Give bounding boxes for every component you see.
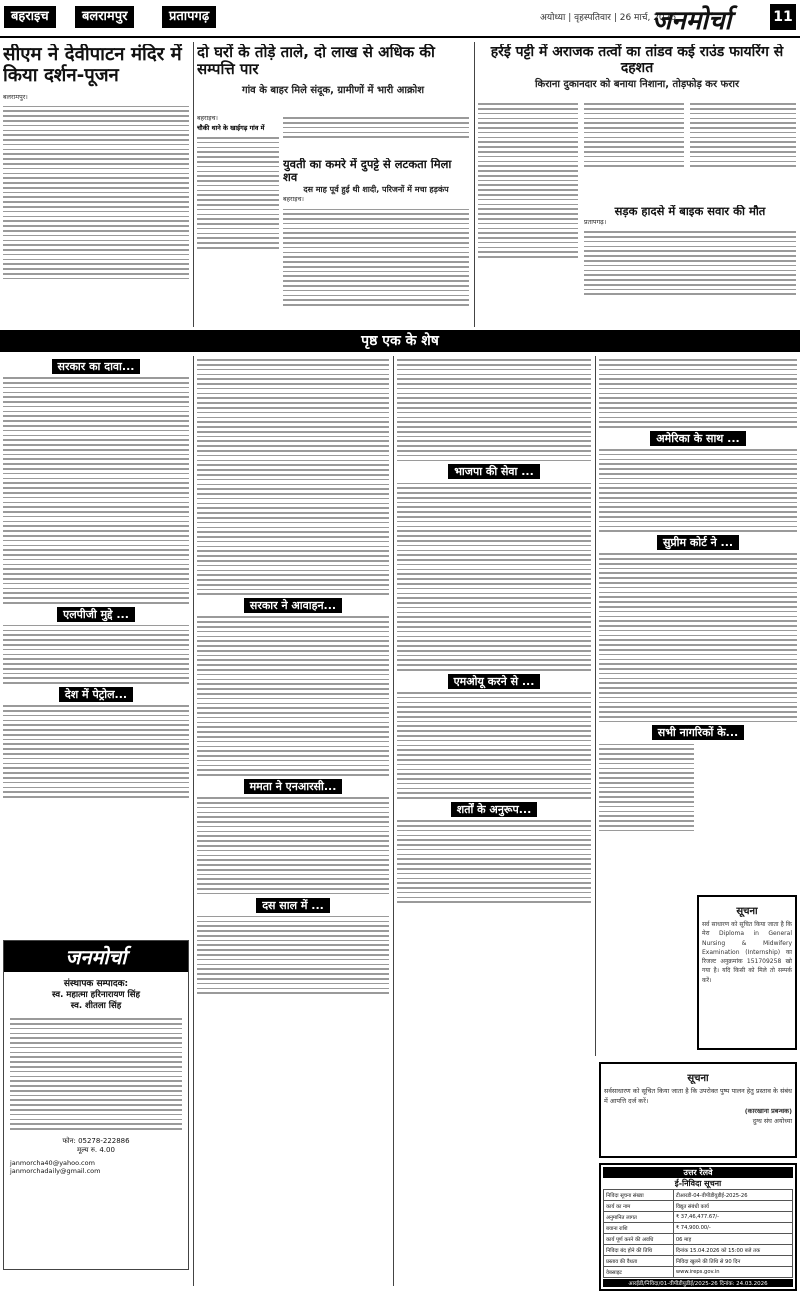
- notice-sign: (कारखाना प्रबन्धक): [744, 1106, 792, 1115]
- masthead-editor: स्व. शीतला सिंह: [70, 1001, 122, 1011]
- story-suicide: [283, 158, 469, 323]
- masthead-email1[interactable]: janmorcha40@yahoo.com: [10, 1158, 95, 1167]
- body-text: [3, 106, 189, 280]
- notice-body: सर्वसाधारण को सूचित किया जाता है कि उपरोक्त पुष्प पालन हेतु प्रस्ताव के संबंध में आपत्ति दर्ज करें।: [604, 1087, 792, 1105]
- section-head-mou: एमओयू करने से ...: [397, 674, 591, 689]
- story-dateline: बहराइच।: [283, 195, 304, 204]
- section-head-america: अमेरिका के साथ ...: [599, 431, 797, 446]
- notice-org: उत्तर रेलवे: [603, 1167, 793, 1178]
- table-row: निविदा बंद होने की तिथि दिनांक 15.04.2026 को 15:00 बजे तक: [604, 1245, 793, 1256]
- masthead-role: संस्थापक सम्पादक:: [63, 979, 129, 989]
- headline: सीएम ने देवीपाटन मंदिर में किया दर्शन-पूजन: [3, 44, 182, 87]
- notice-diploma: [697, 895, 797, 1050]
- section-head-das-saal: दस साल में ...: [197, 898, 389, 913]
- body-text: [283, 209, 469, 306]
- column-2: [197, 356, 389, 1286]
- headline: युवती का कमरे में दुपट्टे से लटकता मिला शव: [283, 158, 452, 185]
- masthead-email2[interactable]: janmorchadaily@gmail.com: [10, 1166, 101, 1175]
- notice-title: सूचना: [687, 1073, 709, 1084]
- section-head-shartein: शर्तों के अनुरूप...: [397, 802, 591, 817]
- story-firing-col3: [690, 100, 796, 200]
- story-firing-col2: [584, 100, 684, 200]
- page-number: 11: [770, 4, 796, 30]
- section-head-lpg: एलपीजी मुद्दे ...: [3, 607, 189, 622]
- notice-org: दुग्ध संघ अयोध्या: [752, 1116, 792, 1125]
- tender-website-link[interactable]: www.ireps.gov.in: [673, 1267, 792, 1278]
- section-head-nagrik: सभी नागरिकों के...: [599, 725, 797, 740]
- headline: हर्रई पट्टी में अराजक तत्वों का तांडव कई राउंड फायरिंग से दहशत: [490, 44, 784, 77]
- table-row: वेबसाइट www.ireps.gov.in: [604, 1267, 793, 1278]
- body-text: [197, 137, 279, 249]
- masthead-price: मूल्य रु. 4.00: [77, 1145, 115, 1154]
- story-firing-col1: [478, 100, 578, 325]
- masthead-body: [4, 1011, 188, 1137]
- masthead-phone: फोन: 05278-222886: [62, 1136, 130, 1145]
- section-head-sarkar: सरकार का दावा...: [3, 359, 189, 374]
- notice-footer: आरईडी/निविदा/01-वीपीडीयुडीई/2025-26 दिनांक: 24.03.2026: [603, 1279, 793, 1287]
- section-head-bhajpa: भाजपा की सेवा ...: [397, 464, 591, 479]
- notice-sunvai: [599, 1062, 797, 1158]
- column-3: [397, 356, 591, 1286]
- story-kicker: चौकी थाने के खाईगढ़ गांव में: [197, 123, 265, 132]
- page-header: [0, 0, 800, 38]
- continued-banner: पृष्ठ एक के शेष: [0, 330, 800, 352]
- masthead-founder: स्व. महात्मा हरिनारायण सिंह: [52, 990, 140, 1000]
- table-row: निविदा सूचना संख्या टीआरडी-04-वीपीडीयुडीई-2025-26: [604, 1190, 793, 1201]
- masthead-logo: जनमोर्चा: [4, 941, 188, 972]
- notice-title: सूचना: [736, 906, 758, 917]
- story-dateline: बहराइच।: [197, 114, 218, 122]
- column-1: [3, 356, 189, 936]
- story-firing-header: [478, 44, 796, 96]
- table-row: कार्य पूर्ण करने की अवधि 06 माह: [604, 1234, 793, 1245]
- headline: दो घरों के तोड़े ताले, दो लाख से अधिक की सम्पत्ति पार: [197, 44, 435, 79]
- story-devipatan: [3, 44, 189, 324]
- table-row: प्रस्ताव की वैधता निविदा खुलने की तिथि से 90 दिन: [604, 1256, 793, 1267]
- story-dateline: प्रतापगढ़।: [584, 218, 607, 227]
- story-gang-col1: [197, 114, 279, 319]
- notice-body: सर्व साधारण को सूचित किया जाता है कि मेरा Diploma in General Nursing & Midwifery Examination (Internship) का रिजल्ट अनुक्रमांक 151709258 खो गया है। यदि किसी को मिले तो सम्पर्क करें।: [702, 921, 792, 984]
- story-gang-header: [197, 44, 469, 110]
- subheadline: दस माह पूर्व हुई थी शादी, परिजनों में मचा हड़कंप: [303, 185, 449, 195]
- table-row: बयाना राशि ₹ 74,900.00/-: [604, 1223, 793, 1234]
- dateline: अयोध्या | वृहस्पतिवार | 26 मार्च, 2026: [540, 13, 677, 23]
- story-gang-col2: [283, 114, 469, 156]
- section-tab-pratapgarh[interactable]: प्रतापगढ़: [162, 6, 216, 28]
- eprocurement-notice: [599, 1163, 797, 1291]
- table-row: अनुमानित लागत ₹ 37,46,477.67/-: [604, 1212, 793, 1223]
- subheadline: किराना दुकानदार को बनाया निशाना, तोड़फोड़ कर फरार: [534, 79, 740, 91]
- section-head-petrol: देश में पेट्रोल...: [3, 687, 189, 702]
- notice-title: ई-निविदा सूचना: [674, 1179, 722, 1188]
- section-head-supreme: सुप्रीम कोर्ट ने ...: [599, 535, 797, 550]
- brand-logo: जनमोर्चा: [652, 6, 732, 36]
- section-head-mamta: ममता ने एनआरसी...: [197, 779, 389, 794]
- masthead-box: [3, 940, 189, 1270]
- section-tab-bahraich[interactable]: बहराइच: [4, 6, 56, 28]
- section-head-sarkar-aavahan: सरकार ने आवाहन...: [197, 598, 389, 613]
- tender-table: [603, 1189, 793, 1278]
- table-row: कार्य का नाम विद्युत संबंधी कार्य: [604, 1201, 793, 1212]
- subheadline: गांव के बाहर मिले संदूक, ग्रामीणों में भारी आक्रोश: [241, 84, 425, 96]
- section-tab-balrampur[interactable]: बलरामपुर: [75, 6, 134, 28]
- story-road-accident: [584, 205, 796, 325]
- headline: सड़क हादसे में बाइक सवार की मौत: [614, 205, 766, 218]
- story-dateline: बलरामपुर।: [3, 92, 28, 101]
